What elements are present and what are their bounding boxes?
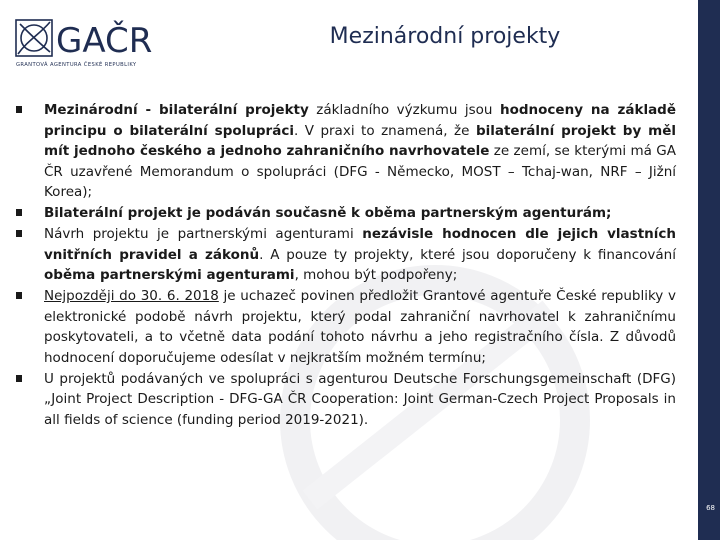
bullet-item: [14, 100, 676, 203]
logo-emblem-icon: [16, 20, 52, 56]
bullet-square-icon: [16, 375, 22, 382]
bullet-text-segment: . V praxi to znamená, že: [293, 122, 476, 139]
bullet-text-segment: hodnoceny na základě principu o bilaterální spolupráci: [44, 102, 676, 139]
bullet-list: [14, 100, 676, 431]
bullet-text-segment: základního výzkumu jsou: [308, 102, 500, 118]
side-accent-bar: [698, 0, 720, 540]
bullet-text-segment: je uchazeč povinen předložit Grantové agentuře České republiky v elektronické podobě návrh projektu, který podal zahraniční navrhovatel k zahraničnímu poskytovateli, a to včetně data podání tohoto návrhu a jeho registračního čísla. Z důvodů hodnocení doporučujeme odesílat v nejkratším možném termínu;: [44, 288, 676, 366]
bullet-text-segment: oběma partnerskými agenturami: [44, 267, 295, 283]
bullet-text-segment: Mezinárodní - bilaterální projekty: [44, 102, 309, 118]
gacr-logo: [14, 14, 184, 70]
bullet-text-segment: Bilaterální projekt je podáván současně k oběma partnerským agenturám;: [44, 205, 612, 221]
logo-subtitle: GRANTOVÁ AGENTURA ČESKÉ REPUBLIKY: [16, 62, 137, 68]
bullet-text-segment: . A pouze ty projekty, které jsou doporučeny k financování: [259, 246, 676, 263]
page-title: Mezinárodní projekty: [329, 24, 561, 49]
bullet-item: [14, 203, 676, 224]
bullet-text-segment: ze zemí, se kterými má GA ČR uzavřené Memorandum o spolupráci (DFG - Německo, MOST – Tchaj-wan, NRF – Jižní Korea);: [44, 143, 676, 200]
bullet-square-icon: [16, 106, 22, 113]
bullet-text-segment: U projektů podávaných ve spolupráci s agenturou Deutsche Forschungsgemeinschaft (DFG) „Joint Project Description - DFG-GA ČR Cooperation: Joint German-Czech Project Proposals in all fields of science (funding period 2019-2021).: [44, 370, 676, 428]
bullet-square-icon: [16, 209, 22, 216]
bullet-square-icon: [16, 230, 22, 237]
bullet-text-segment: nezávisle hodnocen dle jejich vlastních vnitřních pravidel a zákonů: [44, 226, 676, 263]
logo-wordmark: GAČR: [56, 21, 153, 61]
bullet-text-segment: bilaterální projekt by měl mít jednoho českého a jednoho zahraničního navrhovatele: [44, 122, 676, 159]
bullet-text-segment: Nejpozději do 30. 6. 2018: [44, 288, 219, 304]
bullet-square-icon: [16, 292, 22, 299]
bullet-item: [14, 286, 676, 368]
bullet-text-segment: Návrh projektu je partnerskými agenturami: [44, 226, 363, 242]
bullet-item: [14, 224, 676, 286]
page-number: 68: [706, 504, 715, 512]
bullet-text-segment: , mohou být podpořeny;: [294, 267, 458, 283]
bullet-item: [14, 369, 676, 431]
